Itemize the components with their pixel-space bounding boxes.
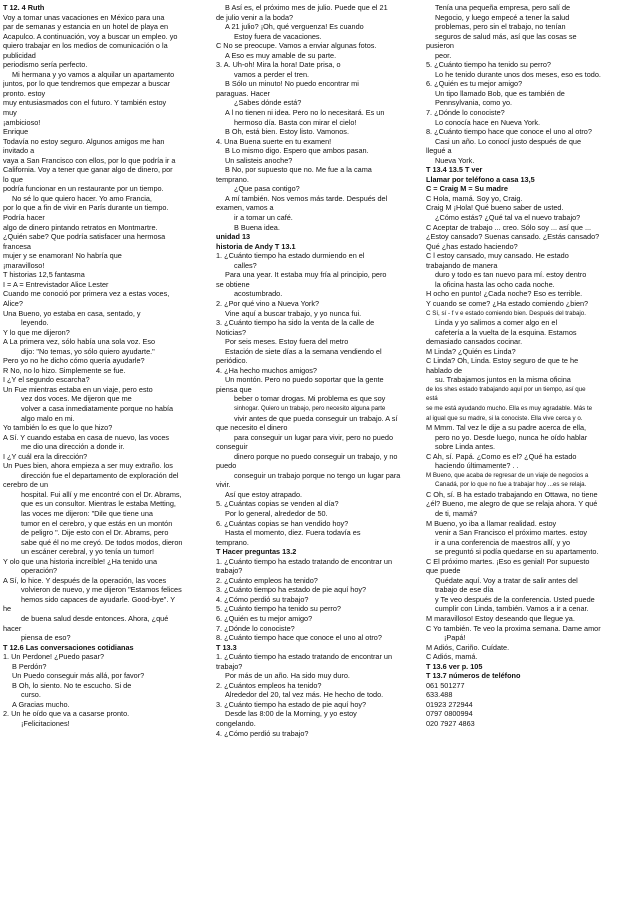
- text-line: A mí también. Nos vemos más tarde. Después del: [225, 193, 388, 203]
- text-line: Un Puedo conseguir más allá, por favor?: [12, 671, 145, 681]
- text-line: C Linda? Oh, Linda. Estoy seguro de que te he: [426, 356, 579, 366]
- text-line: B No, por supuesto que no. Me fue a la cama: [225, 165, 372, 175]
- section-heading: T 13.7 números de teléfono: [426, 671, 521, 681]
- section-heading: C = Craig M = Su madre: [426, 184, 508, 194]
- text-line: cerebro de un: [3, 480, 49, 490]
- text-line: temprano.: [216, 174, 249, 184]
- text-line: Pennsylvania, como yo.: [435, 98, 513, 108]
- text-line: 3. ¿Cuánto tiempo ha estado de pie aquí hoy?: [216, 585, 367, 595]
- text-line: Lo he tenido durante unos dos meses, eso es todo.: [435, 69, 601, 79]
- text-line: beber o tomar drogas. Mi problema es que soy: [234, 394, 386, 404]
- text-line: la oficina hasta las ocho cada noche.: [435, 279, 555, 289]
- text-line: 6. ¿Quién es tu mejor amigo?: [426, 79, 523, 89]
- text-line: se preguntó si podía quedarse en su apartamento.: [435, 547, 599, 557]
- text-line: Lo conocía hace en Nueva York.: [435, 117, 541, 127]
- text-line: haciendo últimamente? . .: [435, 461, 519, 471]
- text-line: piensa de eso?: [21, 633, 71, 643]
- text-line: sobre Linda antes.: [435, 442, 496, 452]
- text-line: 1. Un Perdone! ¿Puedo pasar?: [3, 652, 105, 662]
- text-line: problemas, pero sin el trabajo, no tenían: [435, 22, 566, 32]
- text-line: demasiado cansados cocinar.: [426, 337, 523, 347]
- text-line: me dio una dirección a donde ir.: [21, 442, 125, 452]
- text-line: trabajo de ese día: [435, 585, 494, 595]
- text-line: 020 7927 4863: [426, 719, 475, 729]
- text-line: Todavía no estoy seguro. Algunos amigos me han: [3, 136, 165, 146]
- text-line: lo que: [3, 174, 23, 184]
- text-line: Por más de un año. Ha sido muy duro.: [225, 671, 350, 681]
- section-heading: T 12.6 Las conversaciones cotidianas: [3, 642, 134, 652]
- text-line: duro y todo es tan nuevo para mí. estoy dentro: [435, 270, 587, 280]
- text-line: puedo: [216, 461, 237, 471]
- text-line: peor.: [435, 50, 452, 60]
- text-line: Alice?: [3, 298, 23, 308]
- text-line: que es un consultor. Mientras le estaba Metting,: [21, 499, 176, 509]
- text-line: Por seis meses. Estoy fuera del metro: [225, 337, 349, 347]
- text-line: al igual que su madre, si la conociste. Ella vive cerca y o.: [426, 414, 583, 422]
- text-line: conseguir un trabajo porque no tengo un lugar para: [234, 470, 401, 480]
- text-line: 1. ¿Cuánto tiempo ha estado tratando de encontrar un: [216, 652, 393, 662]
- text-line: M Mmm. Tal vez le dije a su padre acerca de ella,: [426, 423, 587, 433]
- text-line: C El próximo martes. ¡Eso es genial! Por supuesto: [426, 556, 590, 566]
- text-line: Pero yo no he dicho cómo quería ayudarle?: [3, 356, 145, 366]
- text-line: Tenía una pequeña empresa, pero salí de: [435, 3, 571, 12]
- text-line: muy: [3, 108, 17, 118]
- text-line: 8. ¿Cuánto tiempo hace que conoce el uno al otro?: [216, 633, 382, 643]
- text-line: trabajando de manera: [426, 260, 498, 270]
- text-line: ¡Felicitaciones!: [21, 719, 70, 729]
- text-line: sinhogar. Quiero un trabajo, pero necesito alguna parte: [234, 404, 386, 412]
- text-line: publicidad: [3, 50, 36, 60]
- text-line: ¿Que pasa contigo?: [234, 184, 300, 194]
- text-line: 4. Una Buena suerte en tu examen!: [216, 136, 332, 146]
- text-line: 2. ¿Cuánto empleos ha tenido?: [216, 575, 318, 585]
- text-line: por lo que a fin de vivir en París durante un tiempo.: [3, 203, 169, 213]
- text-line: curso.: [21, 690, 41, 700]
- text-line: A Gracias mucho.: [12, 699, 70, 709]
- text-line: vaya a San Francisco con ellos, por lo que podría ir a: [3, 155, 176, 165]
- text-line: No sé lo que quiero hacer. Yo amo Francia,: [12, 193, 152, 203]
- text-line: 4. ¿Cómo perdió su trabajo?: [216, 594, 309, 604]
- text-line: Alrededor del 20, tal vez más. He hecho de todo.: [225, 690, 384, 700]
- text-line: ir a tomar un café.: [234, 213, 293, 223]
- text-line: Podría hacer: [3, 213, 45, 223]
- text-line: 3. A. Uh-oh! Mira la hora! Date prisa, o: [216, 60, 341, 70]
- text-line: paraguas. Hacer: [216, 88, 270, 98]
- text-line: C No se preocupe. Vamos a enviar algunas fotos.: [216, 41, 377, 51]
- text-line: Yo también lo es que lo que hizo?: [3, 423, 113, 433]
- text-line: Y olo que una historia increíble! ¿Ha tenido una: [3, 556, 158, 566]
- text-line: 5. ¿Cuántas copias se venden al día?: [216, 499, 339, 509]
- text-line: calles?: [234, 260, 257, 270]
- text-line: Noticias?: [216, 327, 247, 337]
- text-line: Por lo general, alrededor de 50.: [225, 508, 328, 518]
- text-line: Qué ¿has estado haciendo?: [426, 241, 518, 251]
- text-line: Negocio, y luego empecé a tener la salud: [435, 12, 570, 22]
- text-line: hemos sido capaces de ayudarle. Good-bye". Y: [21, 594, 176, 604]
- text-line: B Buena idea.: [234, 222, 280, 232]
- text-line: para conseguir un lugar para vivir, pero no puedo: [234, 432, 394, 442]
- text-line: B Sólo un minuto! No puedo encontrar mi: [225, 79, 359, 89]
- section-heading: T 13.6 ver p. 105: [426, 661, 483, 671]
- text-line: M Bueno, que acaba de regresar de un viaje de negocios a: [426, 471, 589, 479]
- text-line: vez dos voces. Me dijeron que me: [21, 394, 132, 404]
- text-line: Un tipo llamado Bob, que es también de: [435, 88, 565, 98]
- text-line: las voces me dijeron: "Dile que tiene una: [21, 508, 153, 518]
- text-line: venir a San Francisco el próximo martes. estoy: [435, 528, 588, 538]
- text-line: periódico.: [216, 356, 248, 366]
- text-line: C Aceptar de trabajo ... creo. Sólo soy ... así que ...: [426, 222, 592, 232]
- text-line: de julio venir a la boda?: [216, 12, 294, 22]
- text-line: Voy a tomar unas vacaciones en México para una: [3, 12, 165, 22]
- text-line: A La primera vez, sólo había una sola voz. Eso: [3, 337, 156, 347]
- text-line: I ¿Y el segundo escarcha?: [3, 375, 90, 385]
- text-line: Acapulco. A continuación, voy a buscar un empleo. yo: [3, 31, 178, 41]
- section-heading: T 13.3: [216, 642, 237, 652]
- text-line: dinero porque no puedo conseguir un trabajo, y no: [234, 451, 398, 461]
- text-line: periodismo sería perfecto.: [3, 60, 88, 70]
- text-column-3: [426, 3, 636, 901]
- text-line: trabajo?: [216, 566, 243, 576]
- text-line: 6. ¿Quién es tu mejor amigo?: [216, 614, 313, 623]
- text-line: Un Fue mientras estaba en un viaje, pero esto: [3, 384, 153, 394]
- text-line: seguros de salud más, así que las cosas se: [435, 31, 577, 41]
- text-line: ir a una conferencia de maestros allí, y yo: [435, 537, 571, 547]
- text-line: Desde las 8:00 de la Morning, y yo estoy: [225, 709, 357, 719]
- text-line: 1. ¿Cuánto tiempo ha estado tratando de encontrar un: [216, 556, 393, 566]
- text-line: algo de dinero pintando retratos en Montmartre.: [3, 222, 158, 232]
- text-line: hermoso día. Basta con mirar el cielo!: [234, 117, 357, 127]
- text-line: se obtiene: [216, 279, 250, 289]
- text-line: par de semanas y estancia en un hotel de playa en: [3, 22, 169, 32]
- section-heading: Llamar por teléfono a casa 13,5: [426, 174, 535, 184]
- text-line: congelando.: [216, 719, 256, 729]
- text-line: M maravilloso! Estoy deseando que llegue ya.: [426, 614, 575, 623]
- text-line: ¡maravilloso!: [3, 260, 45, 270]
- text-line: B Oh, está bien. Estoy listo. Vamonos.: [225, 127, 349, 137]
- text-line: vamos a perder el tren.: [234, 69, 310, 79]
- text-line: examen, vamos a: [216, 203, 274, 213]
- text-line: llegué a: [426, 146, 452, 156]
- text-line: 633.488: [426, 690, 453, 700]
- text-line: cafetería a la vuelta de la esquina. Estamos: [435, 327, 577, 337]
- text-line: pronto. estoy: [3, 88, 46, 98]
- text-line: C Adiós, mamá.: [426, 652, 478, 662]
- text-line: ¿Cómo estás? ¿Qué tal va el nuevo trabajo?: [435, 213, 581, 223]
- section-heading: unidad 13: [216, 232, 251, 242]
- text-line: invitado a: [3, 146, 35, 156]
- text-line: Casi un año. Lo conocí justo después de que: [435, 136, 582, 146]
- text-line: Mi hermana y yo vamos a alquilar un apartamento: [12, 69, 175, 79]
- text-line: temprano.: [216, 537, 249, 547]
- text-line: M Adiós, Cariño. Cuídate.: [426, 642, 510, 652]
- text-column-1: [3, 3, 211, 901]
- text-line: 3. ¿Cuánto tiempo ha sido la venta de la calle de: [216, 318, 375, 328]
- text-line: he: [3, 604, 12, 614]
- text-line: dirección fue el departamento de exploración del: [21, 470, 179, 480]
- text-line: conseguir: [216, 442, 248, 452]
- section-heading: T 13.4 13.5 T ver: [426, 165, 483, 175]
- text-line: Quédate aquí. Voy a tratar de salir antes del: [435, 575, 578, 585]
- text-line: vivir antes de que pueda conseguir un trabajo. A sí: [234, 413, 398, 423]
- text-line: 2. Un he oído que va a casarse pronto.: [3, 709, 130, 719]
- text-line: I = A = Entrevistador Alice Lester: [3, 279, 109, 289]
- text-line: Para una year. It estaba muy fría al principio, pero: [225, 270, 387, 280]
- text-line: Un salisteis anoche?: [225, 155, 293, 165]
- text-line: Vine aquí a buscar trabajo, y yo nunca fui.: [225, 308, 362, 318]
- text-line: Una Bueno, yo estaba en casa, sentado, y: [3, 308, 141, 318]
- text-line: que necesito el dinero: [216, 423, 288, 433]
- text-line: juntos, por lo que tendremos que empezar a buscar: [3, 79, 171, 89]
- text-line: Enrique: [3, 127, 29, 137]
- text-line: de ti, mamá?: [435, 508, 478, 518]
- section-heading: T 12. 4 Ruth: [3, 3, 45, 12]
- text-line: C Sí, sí - f v e estado comiendo bien. Después del trabajo.: [426, 309, 586, 317]
- text-line: vivir.: [216, 480, 231, 490]
- text-column-2: [216, 3, 423, 901]
- text-line: Un Pues bien, ahora empieza a ser muy extraño. los: [3, 461, 173, 471]
- text-line: I ¿Y cuál era la dirección?: [3, 451, 88, 461]
- text-line: 01923 272944: [426, 699, 473, 709]
- text-line: pero no yo. Desde luego, nunca he oído hablar: [435, 432, 588, 442]
- text-line: B Perdón?: [12, 661, 47, 671]
- text-line: hacer: [3, 623, 22, 633]
- text-line: de buena salud desde entonces. Ahora, ¿qué: [21, 614, 169, 623]
- text-line: C Oh, sí. B ha estado trabajando en Ottawa, no tiene: [426, 489, 598, 499]
- text-line: volver a casa inmediatamente porque no había: [21, 403, 174, 413]
- text-line: 1. ¿Cuánto tiempo ha estado durmiendo en el: [216, 251, 365, 261]
- text-line: muy entusiasmados con el futuro. Y también estoy: [3, 98, 167, 108]
- text-line: B Oh, lo siento. No te escucho. Si de: [12, 680, 132, 690]
- text-line: B Lo mismo digo. Espero que ambos pasan.: [225, 146, 369, 156]
- text-line: ¿Sabes dónde está?: [234, 98, 302, 108]
- text-line: ¿Estoy cansado? Suenas cansado. ¿Estás cansado?: [426, 232, 600, 242]
- text-line: trabajo?: [216, 661, 243, 671]
- text-line: 2. ¿Cuántos empleos ha tenido?: [216, 680, 322, 690]
- text-line: Un montón. Pero no puedo soportar que la gente: [225, 375, 384, 385]
- text-line: mujer y se enamoran! No habría que: [3, 251, 122, 261]
- text-line: Cuando me conoció por primera vez a estas voces,: [3, 289, 170, 299]
- text-line: está: [426, 395, 438, 403]
- text-line: 3. ¿Cuánto tiempo ha estado de pie aquí hoy?: [216, 699, 367, 709]
- text-line: Canadá, por lo que no fue a trabajar hoy ...es se relaja.: [435, 481, 587, 489]
- text-line: volvieron de nuevo, y me dijeron "Estamos felices: [21, 585, 182, 595]
- text-line: California. Voy a tener que ganar algo de dinero, por: [3, 165, 173, 175]
- text-line: A 21 julio? ¡Oh, qué verguenza! Es cuando: [225, 22, 364, 32]
- text-line: 7. ¿Dónde lo conociste?: [426, 108, 505, 118]
- text-line: de peligro ". Dije esto con el Dr. Abrams, pero: [21, 528, 169, 538]
- text-line: se me está ayudando mucho. Ella es muy agradable. Más te: [426, 404, 593, 412]
- text-line: ¿él? Bueno, me alegro de que se relaja ahora. Y qué: [426, 499, 598, 509]
- text-line: su. Trabajamos juntos en la misma oficina: [435, 375, 571, 385]
- text-line: 5. ¿Cuánto tiempo ha tenido su perro?: [426, 60, 551, 70]
- text-line: que puede: [426, 566, 461, 576]
- text-line: Nueva York.: [435, 155, 475, 165]
- text-line: B Así es, el próximo mes de julio. Puede que el 21: [225, 3, 388, 12]
- text-line: 7. ¿Dónde lo conociste?: [216, 623, 295, 633]
- text-line: hablado de: [426, 365, 463, 375]
- text-line: C Hola, mamá. Soy yo, Craig.: [426, 193, 523, 203]
- section-heading: historia de Andy T 13.1: [216, 241, 296, 251]
- text-line: algo malo en mi.: [21, 413, 75, 423]
- text-line: quiero trabajar en los medios de comunicación o la: [3, 41, 168, 51]
- text-line: tumor en el cerebro, y que estás en un montón: [21, 518, 173, 528]
- text-line: C Ah, sí. Papá. ¿Como es el? ¿Qué ha estado: [426, 451, 577, 461]
- text-line: y Te veo después de la conferencia. Usted puede: [435, 594, 595, 604]
- text-line: C l estoy cansado, muy cansado. He estado: [426, 251, 569, 261]
- text-line: cumplir con Linda, también. Vamos a ir a cenar.: [435, 604, 589, 614]
- text-line: leyendo.: [21, 318, 49, 328]
- text-line: hospital. Fui allí y me encontré con el Dr. Abrams,: [21, 489, 182, 499]
- text-line: piensa que: [216, 384, 252, 394]
- text-line: Estoy fuera de vacaciones.: [234, 31, 322, 41]
- text-line: francesa: [3, 241, 31, 251]
- text-line: Craig M ¡Hola! Qué bueno saber de usted.: [426, 203, 564, 213]
- section-heading: T Hacer preguntas 13.2: [216, 547, 297, 557]
- text-line: de los shes estado trabajando aquí por un tiempo, así que: [426, 385, 586, 393]
- text-line: 061 501277: [426, 680, 465, 690]
- text-line: R No, no lo hizo. Simplemente se fue.: [3, 365, 126, 375]
- text-line: A Sí, lo hice. Y después de la operación, las voces: [3, 575, 167, 585]
- text-line: ¡Papá!: [444, 633, 466, 643]
- text-line: un escáner cerebral, y yo tenía un tumor!: [21, 547, 155, 557]
- text-line: A Eso es muy amable de su parte.: [225, 50, 337, 60]
- text-line: 5. ¿Cuánto tiempo ha tenido su perro?: [216, 604, 341, 614]
- text-line: 6. ¿Cuántas copias se han vendido hoy?: [216, 518, 349, 528]
- text-line: ¡ambicioso!: [3, 117, 41, 127]
- text-line: Hasta el momento, diez. Fuera todavía es: [225, 528, 361, 538]
- text-line: T historias 12,5 fantasma: [3, 270, 85, 280]
- text-line: 2. ¿Por qué vino a Nueva York?: [216, 298, 320, 308]
- text-line: A Sí. Y cuando estaba en casa de nuevo, las voces: [3, 432, 170, 442]
- text-line: 4. ¿Ha hecho muchos amigos?: [216, 365, 317, 375]
- text-line: dijo: "No temas, yo sólo quiero ayudarte.": [21, 346, 155, 356]
- text-line: C Yo también. Te veo la proxima semana. Dame amor: [426, 623, 601, 633]
- text-line: 8. ¿Cuánto tiempo hace que conoce el uno al otro?: [426, 127, 592, 137]
- text-line: M Linda? ¿Quién es Linda?: [426, 346, 516, 356]
- text-line: podría funcionar en un restaurante por un tiempo.: [3, 184, 164, 194]
- text-line: acostumbrado.: [234, 289, 283, 299]
- text-line: Y lo que me dijeron?: [3, 327, 70, 337]
- text-line: Linda y yo salimos a comer algo en el: [435, 318, 558, 328]
- text-line: M Bueno, yo iba a llamar realidad. estoy: [426, 518, 557, 528]
- text-line: pusieron: [426, 41, 454, 51]
- text-line: Y cuando se come? ¿Ha estado comiendo ¿bien?: [426, 298, 589, 308]
- text-line: A l no tienen ni idea. Pero no lo necesitará. Es un: [225, 108, 385, 118]
- text-line: operación?: [21, 566, 58, 576]
- text-line: sabe qué él no me creyó. De todos modos, dieron: [21, 537, 183, 547]
- text-line: ¿Quién sabe? Que podría satisfacer una hermosa: [3, 232, 166, 242]
- text-line: Estación de siete días a la semana vendiendo el: [225, 346, 382, 356]
- text-line: Así que estoy atrapado.: [225, 489, 303, 499]
- text-line: 0797 0800994: [426, 709, 473, 719]
- text-line: 4. ¿Cómo perdió su trabajo?: [216, 728, 309, 738]
- text-line: H ocho en punto! ¿Cada noche? Eso es terrible.: [426, 289, 583, 299]
